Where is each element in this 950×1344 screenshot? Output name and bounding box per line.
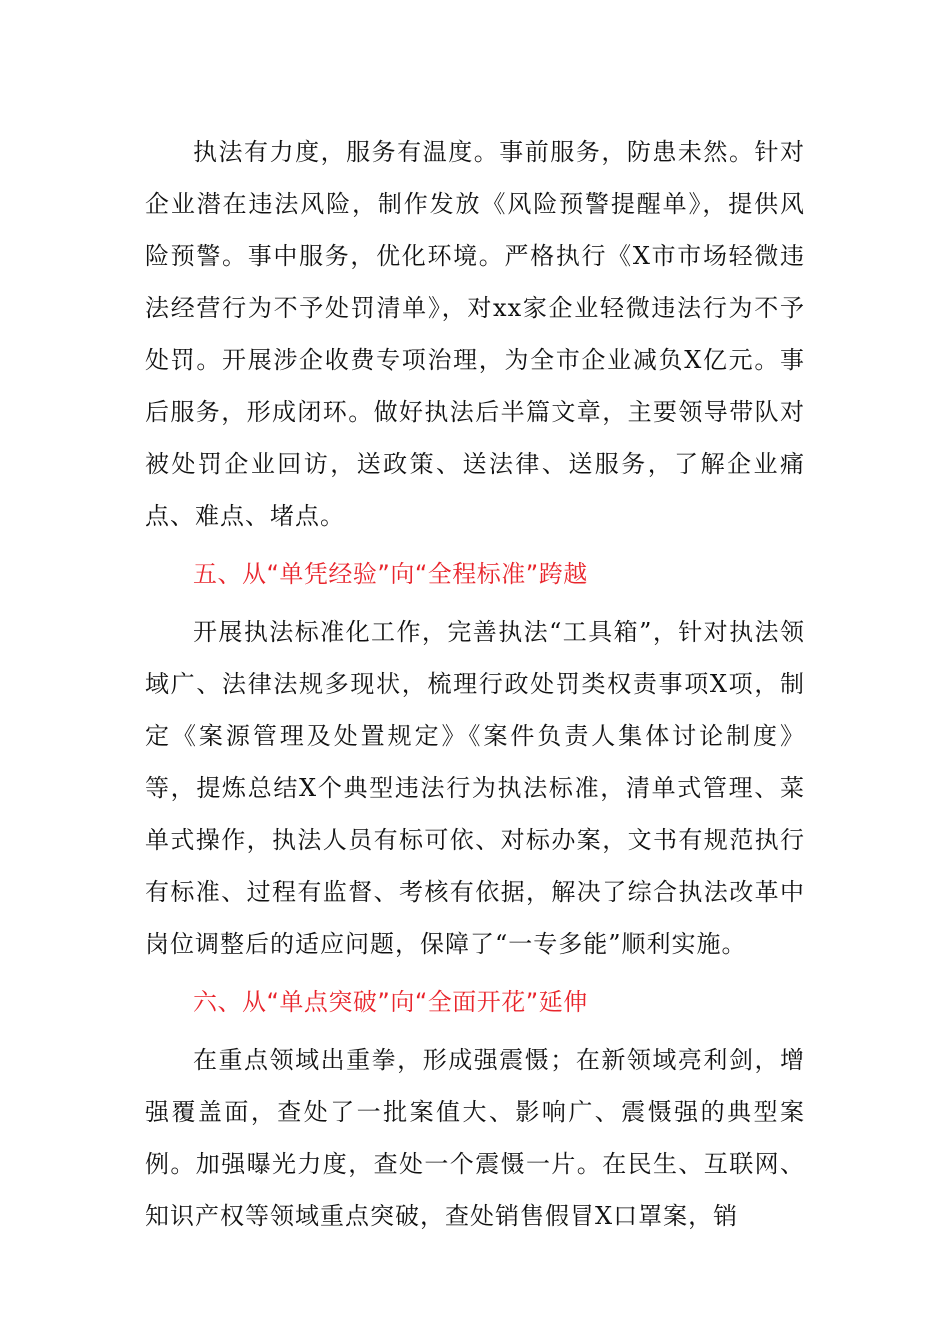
paragraph-standardization: 开展执法标准化工作，完善执法“工具箱”，针对执法领域广、法律法规多现状，梳理行政处罚类权责事项X项，制定《案源管理及处置规定》《案件负责人集体讨论制度》等，提炼总结X个典型违法行为执法标准，清单式管理、菜单式操作，执法人员有标可依、对标办案，文书有规范执行有标准、过程有监督、考核有依据，解决了综合执法改革中岗位调整后的适应问题，保障了“一专多能”顺利实施。 [145,618,805,958]
section-heading-6: 六、从“单点突破”向“全面开花”延伸 [193,988,588,1016]
section-heading-5: 五、从“单凭经验”向“全程标准”跨越 [193,560,588,588]
paragraph-key-areas: 在重点领域出重拳，形成强震慑；在新领域亮利剑，增强覆盖面，查处了一批案值大、影响广、震慑强的典型案例。加强曝光力度，查处一个震慑一片。在民生、互联网、知识产权等领域重点突破，查处销售假冒X口罩案，销 [145,1046,805,1230]
document-body [145,126,805,1242]
paragraph-service-enforcement: 执法有力度，服务有温度。事前服务，防患未然。针对企业潜在违法风险，制作发放《风险预警提醒单》，提供风险预警。事中服务，优化环境。严格执行《X市市场轻微违法经营行为不予处罚清单》，对xx家企业轻微违法行为不予处罚。开展涉企收费专项治理，为全市企业减负X亿元。事后服务，形成闭环。做好执法后半篇文章，主要领导带队对被处罚企业回访，送政策、送法律、送服务，了解企业痛点、难点、堵点。 [145,138,805,530]
